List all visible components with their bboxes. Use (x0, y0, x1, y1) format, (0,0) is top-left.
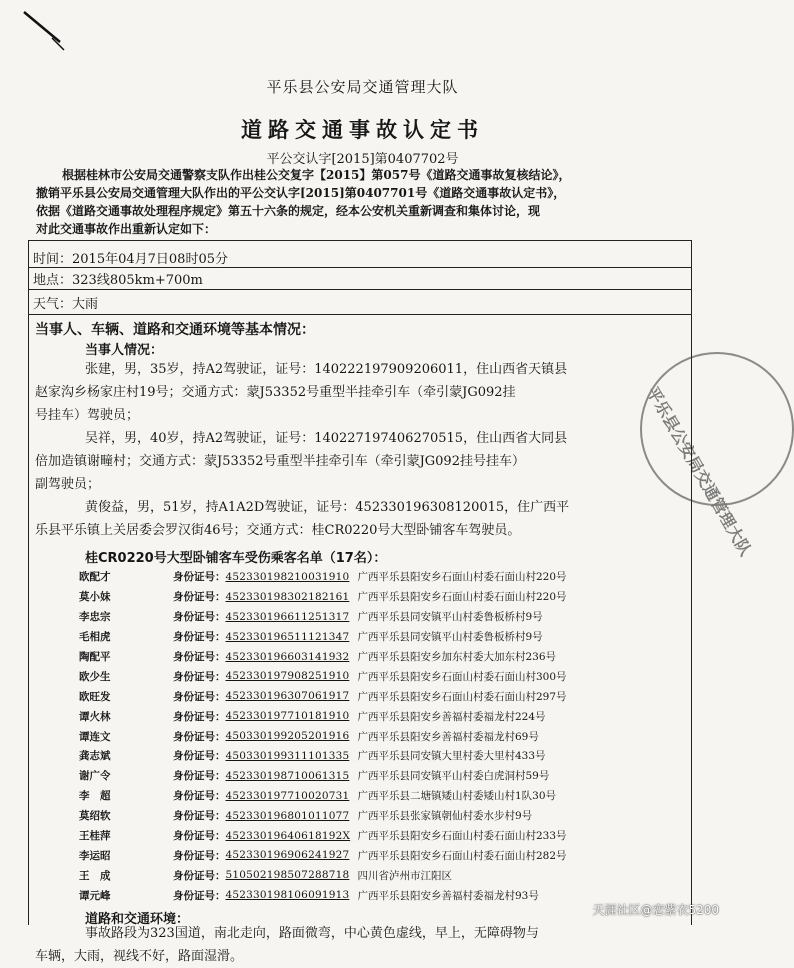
passenger-id: 452330197710020731 (225, 789, 350, 802)
id-label: 身份证号： (173, 690, 226, 703)
id-label: 身份证号： (173, 571, 226, 584)
passenger-id: 452330198106091913 (225, 889, 350, 902)
issuer-name: 平乐县公安局交通管理大队 (266, 78, 459, 96)
passenger-id: 45233019640618192X (225, 829, 351, 842)
list-item (29, 786, 689, 806)
party-line: 倍加造镇谢疃村；交通方式：蒙J53352号重型半挂牵引车（牵引蒙JG092挂号挂车） (35, 454, 525, 469)
passenger-name: 龚志斌 (79, 750, 111, 763)
passenger-name: 谢广令 (79, 770, 111, 783)
passenger-address: 广西平乐县阳安乡石面山村委石面山村297号 (357, 690, 567, 703)
id-label: 身份证号： (173, 790, 226, 803)
passenger-id: 452330196511121347 (225, 630, 350, 643)
pen-mark-icon (22, 8, 66, 52)
id-label: 身份证号： (173, 849, 226, 862)
id-label: 身份证号： (173, 830, 226, 843)
passenger-address: 广西平乐县阳安乡加东村委大加东村236号 (357, 651, 557, 663)
list-item (29, 746, 689, 766)
passenger-address: 广西平乐县阳安乡石面山村委石面山村220号 (357, 571, 567, 584)
passenger-id: 452330197908251910 (225, 670, 350, 683)
passenger-address: 广西平乐县阳安乡石面山村委石面山村282号 (357, 849, 567, 862)
party-line: 号挂车）驾驶员； (35, 408, 140, 423)
divider (29, 289, 691, 290)
list-item (29, 587, 689, 607)
list-item (29, 865, 689, 885)
party-line: 黄俊益，男，51岁，持A1A2D驾驶证，证号：452330196308120015，住广西平 (85, 500, 570, 515)
list-item (29, 885, 689, 905)
divider (29, 314, 691, 315)
passenger-name: 谭连文 (79, 730, 111, 743)
passenger-id: 452330196611251317 (225, 610, 350, 623)
id-label: 身份证号： (173, 750, 226, 763)
id-label: 身份证号： (173, 770, 226, 783)
parties-heading: 当事人情况： (85, 343, 164, 358)
list-item (29, 647, 689, 667)
passenger-name: 欧配才 (79, 571, 111, 584)
preamble-line: 对此交通事故作出重新认定如下： (36, 222, 217, 236)
passenger-address: 广西平乐县张家镇朝仙村委水步村9号 (357, 810, 533, 823)
list-item (29, 826, 689, 846)
divider (29, 267, 691, 268)
document-number: 平公交认字[2015]第0407702号 (266, 152, 459, 167)
passenger-name: 莫绍软 (79, 810, 111, 823)
section-basic-heading: 当事人、车辆、道路和交通环境等基本情况： (35, 322, 315, 338)
accident-weather: 天气：大雨 (33, 297, 99, 312)
passenger-id: 452330196906241927 (225, 849, 350, 862)
passenger-address: 广西平乐县同安镇大里村委大里村433号 (357, 750, 546, 763)
list-item (29, 666, 689, 686)
party-3 (35, 496, 685, 542)
party-1 (35, 358, 685, 427)
road-heading: 道路和交通环境： (85, 912, 190, 927)
passenger-address: 四川省泸州市江阳区 (357, 869, 452, 882)
passenger-id: 452330196603141932 (225, 650, 350, 663)
passenger-address: 广西平乐县同安镇平山村委白虎洞村59号 (357, 770, 550, 783)
passenger-name: 莫小妹 (79, 591, 111, 604)
list-item (29, 627, 689, 647)
passenger-address: 广西平乐县二塘镇矮山村委矮山村1队30号 (357, 790, 557, 803)
passenger-id: 510502198507288718 (225, 869, 350, 882)
passenger-name: 王 成 (79, 869, 111, 882)
list-item (29, 806, 689, 826)
passenger-address: 广西平乐县阳安乡石面山村委石面山村220号 (357, 591, 567, 604)
party-line: 副驾驶员； (35, 477, 101, 492)
passenger-list-heading: 桂CR0220号大型卧铺客车受伤乘客名单（17名）： (85, 551, 387, 566)
preamble-line: 撤销平乐县公安局交通管理大队作出的平公交认字[2015]第0407701号《道路交通事故认定书》， (36, 186, 566, 200)
passenger-id: 452330197710181910 (225, 710, 350, 723)
passenger-address: 广西平乐县阳安乡善福村委福龙村224号 (357, 710, 546, 723)
list-item (29, 845, 689, 865)
passenger-list (29, 567, 689, 905)
passenger-name: 欧旺发 (79, 690, 111, 703)
passenger-name: 李 超 (79, 790, 111, 803)
list-item (29, 607, 689, 627)
passenger-id: 450330199311101335 (225, 749, 350, 762)
passenger-id: 450330199205201916 (225, 730, 350, 743)
id-label: 身份证号： (173, 710, 226, 723)
road-line: 事故路段为323国道，南北走向，路面微弯，中心黄色虚线，早上，无障碍物与 (85, 926, 539, 941)
preamble (36, 166, 706, 238)
id-label: 身份证号： (173, 611, 226, 624)
accident-time: 时间：2015年04月7日08时05分 (33, 252, 228, 267)
id-label: 身份证号： (173, 670, 226, 683)
seal-text: 平乐县公安局交通管理大队 (642, 383, 756, 560)
list-item (29, 726, 689, 746)
id-label: 身份证号： (173, 889, 226, 902)
list-item (29, 686, 689, 706)
id-label: 身份证号： (173, 869, 226, 882)
passenger-id: 452330198710061315 (225, 769, 350, 782)
party-2 (35, 427, 685, 496)
preamble-line: 依据《道路交通事故处理程序规定》第五十六条的规定，经本公安机关重新调查和集体讨论，现 (36, 204, 541, 218)
accident-place: 地点：323线805km+700m (33, 273, 203, 288)
source-watermark: 天涯社区@恋紫衣5200 (592, 903, 719, 917)
passenger-name: 王桂萍 (79, 830, 111, 843)
list-item (29, 706, 689, 726)
passenger-address: 广西平乐县同安镇平山村委鲁板桥村9号 (357, 611, 543, 624)
passenger-name: 欧少生 (79, 670, 111, 683)
passenger-address: 广西平乐县阳安乡善福村委福龙村93号 (357, 889, 539, 902)
passenger-name: 李忠宗 (79, 611, 111, 624)
official-seal (640, 352, 794, 560)
passenger-address: 广西平乐县阳安乡善福村委福龙村69号 (357, 730, 539, 743)
document-title: 道路交通事故认定书 (241, 118, 484, 142)
id-label: 身份证号： (173, 810, 226, 823)
party-line: 张建，男，35岁，持A2驾驶证，证号：140222197909206011，住山西省天镇县 (85, 362, 568, 377)
passenger-address: 广西平乐县阳安乡石面山村委石面山村233号 (357, 830, 567, 843)
party-line: 吴祥，男，40岁，持A2驾驶证，证号：140227197406270515，住山西省大同县 (85, 431, 568, 446)
passenger-address: 广西平乐县阳安乡石面山村委石面山村300号 (357, 670, 567, 683)
preamble-line: 根据桂林市公安局交通警察支队作出桂公交复字【2015】第057号《道路交通事故复核结论》， (62, 168, 571, 182)
passenger-id: 452330198210031910 (225, 570, 350, 583)
passenger-id: 452330198302182161 (225, 590, 350, 603)
party-line: 赵家沟乡杨家庄村19号；交通方式：蒙J53352号重型半挂牵引车（牵引蒙JG092挂 (35, 385, 516, 400)
id-label: 身份证号： (173, 591, 226, 604)
passenger-name: 李运昭 (79, 849, 111, 862)
list-item (29, 567, 689, 587)
id-label: 身份证号： (173, 631, 226, 644)
passenger-name: 谭元峰 (79, 889, 111, 902)
passenger-name: 陶配平 (79, 651, 111, 663)
id-label: 身份证号： (173, 730, 226, 743)
party-line: 乐县平乐镇上关居委会罗汉街46号；交通方式：桂CR0220号大型卧铺客车驾驶员。 (35, 523, 521, 538)
passenger-name: 毛相虎 (79, 631, 111, 644)
passenger-id: 452330196801011077 (225, 809, 350, 822)
passenger-address: 广西平乐县同安镇平山村委鲁板桥村9号 (357, 631, 543, 644)
id-label: 身份证号： (173, 651, 226, 663)
road-line: 车辆，大雨，视线不好，路面湿滑。 (35, 949, 244, 964)
passenger-name: 谭火林 (79, 710, 111, 723)
accident-details-box (28, 240, 692, 964)
road-description (35, 922, 685, 968)
list-item (29, 766, 689, 786)
passenger-id: 452330196307061917 (225, 690, 350, 703)
